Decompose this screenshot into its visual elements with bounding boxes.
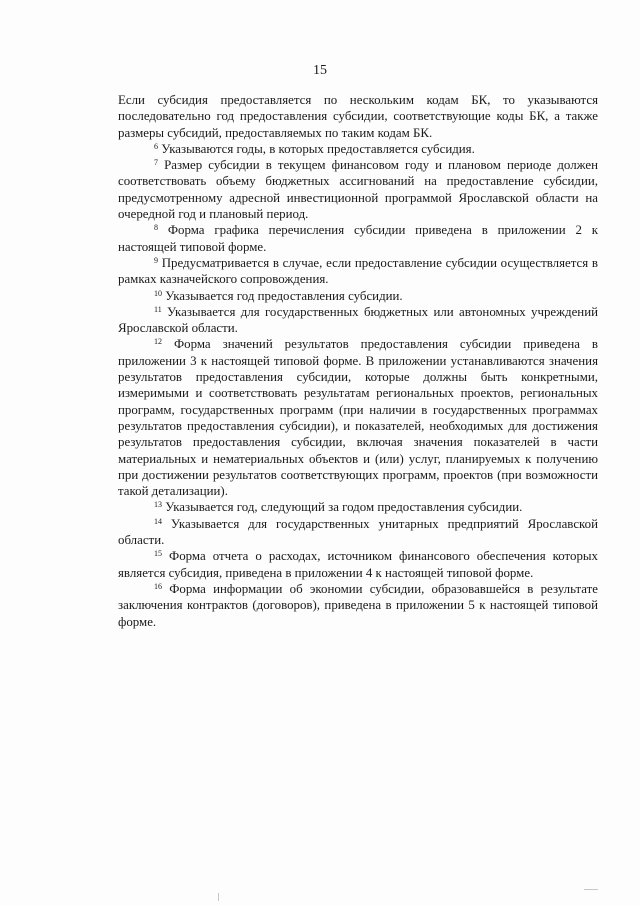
footnote-12 <box>118 336 598 499</box>
footnote-text: Размер субсидии в текущем финансовом году и плановом периоде должен соответствовать объему бюджетных ассигнований на предоставление субсидии, предусмотренному адресной инвестиционной программой Ярославской области на очередной год и плановый период. <box>118 158 598 222</box>
footnote-text: Указывается год, следующий за годом предоставления субсидии. <box>162 500 523 515</box>
footnote-9 <box>118 255 598 288</box>
footnote-10 <box>118 288 598 304</box>
scan-artifact <box>584 889 598 890</box>
footnote-6 <box>118 141 598 157</box>
page-number: 15 <box>313 63 327 78</box>
footnote-text: Форма отчета о расходах, источником финансового обеспечения которых является субсидия, приведена в приложении 4 к настоящей типовой форме. <box>118 549 598 580</box>
footnote-continuation <box>118 92 598 141</box>
footnote-marker: 10 <box>154 288 162 298</box>
footnote-8 <box>118 222 598 255</box>
footnote-15 <box>118 548 598 581</box>
footnote-marker: 7 <box>154 158 158 168</box>
footnote-11 <box>118 304 598 337</box>
scan-artifact <box>218 893 219 901</box>
footnote-text: Предусматривается в случае, если предоставление субсидии осуществляется в рамках казначейского сопровождения. <box>118 255 598 287</box>
footnote-text: Указывается для государственных унитарных предприятий Ярославской области. <box>118 516 598 548</box>
footnote-marker: 6 <box>154 141 158 151</box>
footnote-marker: 8 <box>154 223 158 233</box>
footnote-14 <box>118 516 598 549</box>
footnote-marker: 14 <box>154 516 162 526</box>
footnote-text: Указывается год предоставления субсидии. <box>162 288 403 303</box>
footnote-marker: 13 <box>154 500 162 510</box>
footnote-text: Указывается для государственных бюджетных или автономных учреждений Ярославской области. <box>118 304 598 336</box>
footnote-text: Форма информации об экономии субсидии, образовавшейся в результате заключения контрактов (договоров), приведена в приложении 5 к настоящей типовой форме. <box>118 581 598 629</box>
footnote-text: Форма значений результатов предоставления субсидии приведена в приложении 3 к настоящей типовой форме. В приложении устанавливаются значения результатов предоставления субсидии, которые должны быть конкретными, измеримыми и соответствовать результатам региональных проектов, региональных программ, государственных программ (при наличии в государственных программах результатов предоставления субсидии), и показателей, необходимых для достижения результатов предоставления субсидии, включая значения показателей в части материальных и нематериальных объектов и (или) услуг, планируемых к получению при достижении результатов соответствующих программ, проектов (при возможности такой детализации). <box>118 337 598 499</box>
footnote-marker: 12 <box>154 337 162 347</box>
footnote-marker: 16 <box>154 581 162 591</box>
footnote-marker: 11 <box>154 304 162 314</box>
footnote-marker: 9 <box>154 255 158 265</box>
footnote-16 <box>118 581 598 630</box>
footnote-text: Если субсидия предоставляется по нескольким кодам БК, то указываются последовательно год предоставления субсидии, соответствующие коды БК, а также размеры субсидий, предоставляемых по таким кодам БК. <box>118 93 598 140</box>
footnote-text: Указываются годы, в которых предоставляется субсидия. <box>158 141 475 156</box>
footnote-marker: 15 <box>154 549 162 559</box>
footnote-13 <box>118 499 598 515</box>
footnotes-body <box>118 92 598 630</box>
footnote-text: Форма графика перечисления субсидии приведена в приложении 2 к настоящей типовой форме. <box>118 223 598 254</box>
footnote-7 <box>118 157 598 222</box>
